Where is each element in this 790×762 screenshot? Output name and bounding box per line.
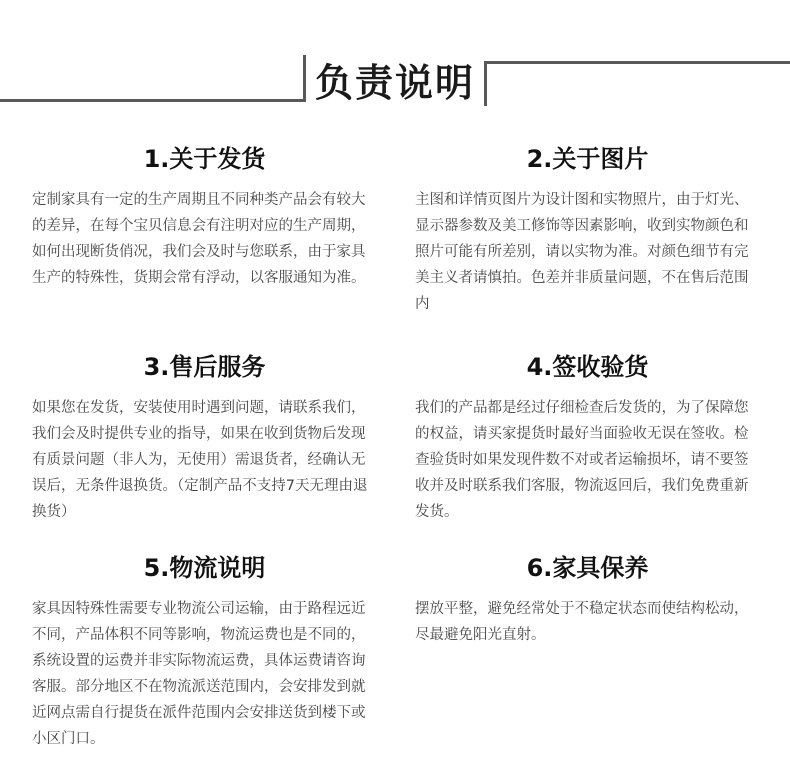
section-body: 主图和详情页图片为设计图和实物照片，由于灯光、显示器参数及美工修饰等因素影响，收到实物颜色和照片可能有所差别，请以实物为准。对颜色细节有完美主义者请慎拍。色差并非质量问题，不在售后范围内 (415, 192, 749, 312)
section-body: 如果您在发货，安装使用时遇到问题，请联系我们，我们会及时提供专业的指导，如果在收到货物后发现有质景问题（非人为，无使用）需退货者，经确认无误后，无条件退换货。（定制产品不支持7天无理由退换货） (32, 400, 368, 520)
section-shipping (32, 143, 377, 291)
section-body: 我们的产品都是经过仔细检查后发货的，为了保障您的权益，请买家提货时最好当面验收无误在签收。检查验货时如果发现件数不对或者运输损坏，请不要签收并及时联系我们客服，物流返回后，我们免费重新发货。 (415, 400, 749, 520)
header-rule-left (0, 99, 306, 102)
section-logistics (32, 552, 377, 752)
section-title: 3.售后服务 (143, 353, 266, 381)
section-after-sales (32, 351, 377, 525)
page-header (0, 0, 790, 110)
section-inspection (415, 351, 760, 525)
header-rule-right (484, 61, 790, 64)
section-title: 5.物流说明 (143, 554, 266, 582)
section-title: 4.签收验货 (526, 353, 649, 381)
section-maintenance (415, 552, 760, 648)
header-bracket-right (484, 61, 487, 106)
page-title: 负责说明 (314, 61, 475, 105)
section-body: 摆放平整，避免经常处于不稳定状态而使结构松动，尽最避免阳光直射。 (415, 601, 749, 643)
section-title: 6.家具保养 (526, 554, 649, 582)
section-body: 定制家具有一定的生产周期且不同种类产品会有较大的差异，在每个宝贝信息会有注明对应的生产周期，如何出现断货俏况，我们会及时与您联系，由于家具生产的特殊性，货期会常有浮动，以客服通知为准。 (32, 192, 366, 286)
section-title: 1.关于发货 (143, 145, 266, 173)
section-body: 家具因特殊性需要专业物流公司运输，由于路程远近不同，产品体积不同等影响，物流运费也是不同的，系统设置的运费并非实际物流运费，具体运费请咨询客服。部分地区不在物流派送范围内，会安排发到就近网点需自行提货在派件范围内会安排送货到楼下或小区门口。 (32, 601, 366, 747)
section-title: 2.关于图片 (526, 145, 649, 173)
section-images (415, 143, 760, 317)
